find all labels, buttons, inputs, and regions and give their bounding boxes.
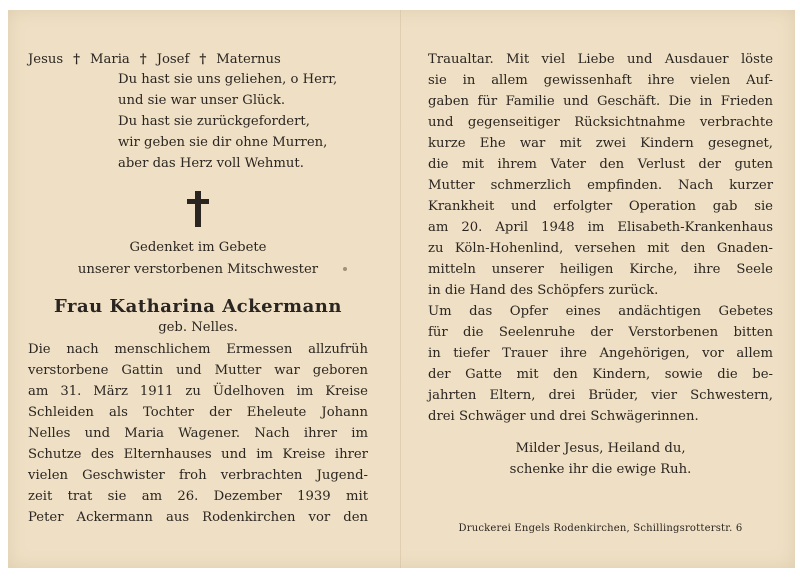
body-line: am 20. April 1948 im Elisabeth-Krankenhaus — [428, 220, 773, 235]
body-line: zeit trat sie am 26. Dezember 1939 mit — [28, 489, 368, 504]
body-line: gaben für Familie und Geschäft. Die in Frieden — [428, 94, 773, 109]
closing-prayer-line: schenke ihr die ewige Ruh. — [509, 462, 692, 477]
body-line: Krankheit und erfolgter Operation gab sie — [428, 199, 773, 214]
body-line: und gegenseitiger Rücksichtnahme verbrachte — [428, 115, 773, 130]
small-cross-icon: † — [139, 52, 147, 67]
holy-name-maria: Maria — [90, 52, 130, 67]
body-line: Die nach menschlichem Ermessen allzufrüh — [28, 342, 368, 357]
closing-prayer-line: Milder Jesus, Heiland du, — [515, 441, 686, 456]
poem-line: aber das Herz voll Wehmut. — [118, 156, 304, 171]
body-line: Um das Opfer eines andächtigen Gebetes — [428, 304, 773, 319]
poem-line: wir geben sie dir ohne Murren, — [118, 135, 328, 150]
poem-line: Du hast sie zurückgefordert, — [118, 114, 310, 129]
body-line: verstorbene Gattin und Mutter war geboren — [28, 363, 368, 378]
holy-name-maternus: Maternus — [216, 52, 281, 67]
center-fold — [400, 10, 402, 568]
body-line: der Gatte mit den Kindern, sowie die be- — [428, 367, 773, 382]
body-line: für die Seelenruhe der Verstorbenen bitten — [428, 325, 773, 340]
maiden-name: geb. Nelles. — [158, 320, 238, 335]
cross-icon — [186, 191, 210, 227]
holy-name-josef: Josef — [156, 52, 190, 67]
printer-imprint: Druckerei Engels Rodenkirchen, Schillingsrotterstr. 6 — [458, 523, 743, 534]
body-line: in die Hand des Schöpfers zurück. — [428, 283, 659, 298]
prayer-request-line: Gedenket im Gebete — [129, 240, 267, 255]
body-line: Mutter schmerzlich empfinden. Nach kurzer — [428, 178, 773, 193]
holy-name-jesus: Jesus — [28, 52, 64, 67]
body-line: die mit ihrem Vater den Verlust der guten — [428, 157, 773, 172]
body-line: sie in allem gewissenhaft ihre vielen Auf- — [428, 73, 773, 88]
prayer-request-line: unserer verstorbenen Mitschwester — [77, 262, 319, 277]
body-line: vielen Geschwister froh verbrachten Jugend- — [28, 468, 368, 483]
body-line: Nelles und Maria Wagener. Nach ihrer im — [28, 426, 368, 441]
poem-line: und sie war unser Glück. — [118, 93, 286, 108]
body-line: in tiefer Trauer ihre Angehörigen, vor allem — [428, 346, 773, 361]
poem-line: Du hast sie uns geliehen, o Herr, — [118, 72, 338, 87]
deceased-name: Frau Katharina Ackermann — [54, 296, 342, 317]
body-line: Peter Ackermann aus Rodenkirchen vor den — [28, 510, 368, 525]
body-line: Schleiden als Tochter der Eheleute Johann — [28, 405, 368, 420]
holy-names — [28, 52, 368, 68]
body-line: zu Köln-Hohenlind, versehen mit den Gnaden- — [428, 241, 773, 256]
body-line: Schutze des Elternhauses und im Kreise ihrer — [28, 447, 368, 462]
body-line: drei Schwäger und drei Schwägerinnen. — [428, 409, 699, 424]
body-line: jahrten Eltern, drei Brüder, vier Schwestern, — [428, 388, 773, 403]
memorial-card — [8, 10, 795, 568]
small-cross-icon: † — [199, 52, 207, 67]
body-line: mitteln unserer heiligen Kirche, ihre Seele — [428, 262, 773, 277]
body-line: Traualtar. Mit viel Liebe und Ausdauer löste — [428, 52, 773, 67]
body-line: am 31. März 1911 zu Üdelhoven im Kreise — [28, 384, 368, 399]
small-cross-icon: † — [73, 52, 81, 67]
body-line: kurze Ehe war mit zwei Kindern gesegnet, — [428, 136, 773, 151]
